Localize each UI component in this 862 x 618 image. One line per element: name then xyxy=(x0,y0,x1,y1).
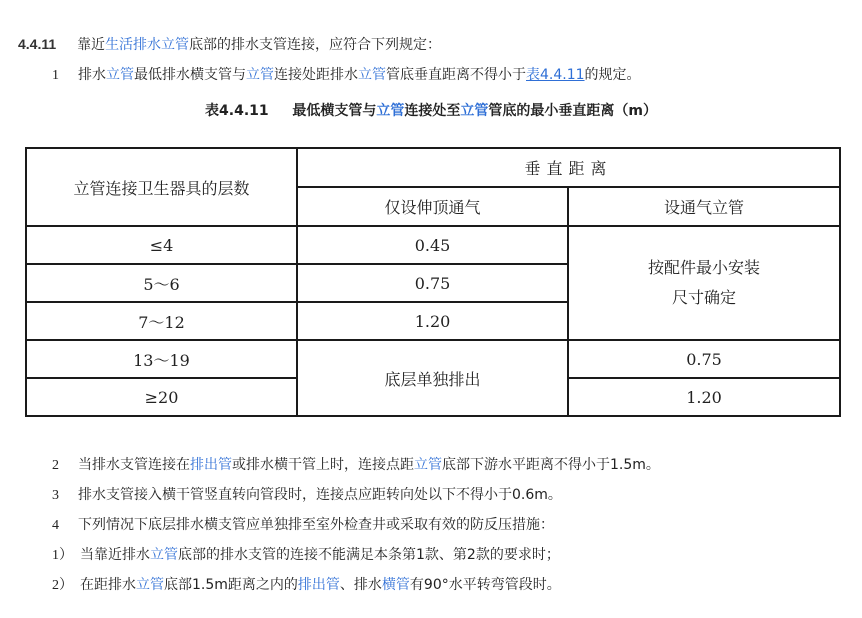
clause-text-after: 底部的排水支管连接，应符合下列规定： xyxy=(189,37,442,53)
item-4-text: 下列情况下底层排水横支管应单独排至室外检查井或采取有效的防反压措施： xyxy=(78,517,554,533)
cell-merged-separate-discharge: 底层单独排出 xyxy=(297,340,568,416)
link-drainage-stack[interactable]: 生活排水立管 xyxy=(105,37,190,53)
item-1-text: 排水 xyxy=(78,67,106,83)
header-top-vent-only: 仅设伸顶通气 xyxy=(297,187,568,226)
sub-item-1 xyxy=(52,545,560,566)
item-1-index: 1 xyxy=(52,68,59,83)
sub-item-2-text: 底部1.5m距离之内的 xyxy=(164,577,298,593)
table-caption-label: 表4.4.11 xyxy=(205,103,269,119)
table-caption-text: 最低横支管与 xyxy=(292,103,377,119)
cell-floors: 5～6 xyxy=(26,264,297,302)
cell-value: 0.75 xyxy=(568,340,840,378)
item-2 xyxy=(52,455,660,476)
sub-item-2-text: 、排水 xyxy=(339,577,382,593)
link-horizontal-pipe[interactable]: 横管 xyxy=(381,577,410,593)
item-1-text: 连接处距排水 xyxy=(274,67,358,83)
item-4 xyxy=(52,515,554,536)
sub-item-2-index: 2） xyxy=(52,578,73,593)
link-table-4-4-11[interactable]: 表4.4.11 xyxy=(526,67,585,83)
item-4-index: 4 xyxy=(52,518,59,533)
cell-floors: 13～19 xyxy=(26,340,297,378)
link-riser[interactable]: 立管 xyxy=(136,577,164,593)
item-2-index: 2 xyxy=(52,458,59,473)
header-vent-stack: 设通气立管 xyxy=(568,187,840,226)
table-caption-text: 管底的最小垂直距离（m） xyxy=(488,103,657,119)
item-3-text: 排水支管接入横干管竖直转向管段时，连接点应距转向处以下不得小于0.6m。 xyxy=(78,487,562,503)
sub-item-2 xyxy=(52,575,561,596)
sub-item-2-text: 在距排水 xyxy=(80,577,136,593)
cell-value: 1.20 xyxy=(568,378,840,416)
cell-merged-line-1: 按配件最小安装 xyxy=(648,258,761,277)
item-1-text: 管底垂直距离不得小于 xyxy=(386,67,526,83)
cell-floors: ≤4 xyxy=(26,226,297,264)
item-2-text: 底部下游水平距离不得小于1.5m。 xyxy=(442,457,660,473)
cell-value: 0.45 xyxy=(297,226,568,264)
header-vertical-distance: 垂直距离 xyxy=(297,148,840,187)
item-1 xyxy=(52,65,641,86)
item-3 xyxy=(52,485,562,506)
table-header-row xyxy=(26,148,840,187)
link-riser[interactable]: 立管 xyxy=(358,67,386,83)
link-outlet-pipe[interactable]: 排出管 xyxy=(190,457,232,473)
cell-floors: 7～12 xyxy=(26,302,297,340)
table-row xyxy=(26,340,840,378)
clause-text-before: 靠近 xyxy=(77,37,106,53)
table-row xyxy=(26,226,840,264)
distance-table xyxy=(25,147,841,417)
link-riser[interactable]: 立管 xyxy=(106,67,134,83)
cell-merged-fitting-size xyxy=(568,226,840,340)
item-2-text: 当排水支管连接在 xyxy=(78,457,190,473)
link-riser[interactable]: 立管 xyxy=(246,67,274,83)
clause-number: 4.4.11 xyxy=(18,36,57,52)
header-floors: 立管连接卫生器具的层数 xyxy=(26,148,297,226)
cell-floors: ≥20 xyxy=(26,378,297,416)
item-2-text: 或排水横干管上时，连接点距 xyxy=(232,457,414,473)
link-riser[interactable]: 立管 xyxy=(414,457,442,473)
link-outlet-pipe[interactable]: 排出管 xyxy=(297,577,340,593)
cell-merged-line-2: 尺寸确定 xyxy=(672,288,737,307)
table-caption xyxy=(0,101,862,121)
item-1-text: 的规定。 xyxy=(584,67,641,83)
link-riser[interactable]: 立管 xyxy=(150,547,178,563)
item-1-text: 最低排水横支管与 xyxy=(134,67,246,83)
sub-item-1-text: 底部的排水支管的连接不能满足本条第1款、第2款的要求时； xyxy=(178,547,560,563)
sub-item-2-text: 有90°水平转弯管段时。 xyxy=(409,577,561,593)
sub-item-1-index: 1） xyxy=(52,548,73,563)
table-caption-text: 连接处至 xyxy=(404,103,461,119)
link-riser[interactable]: 立管 xyxy=(376,103,405,119)
item-3-index: 3 xyxy=(52,488,59,503)
cell-value: 1.20 xyxy=(297,302,568,340)
link-riser[interactable]: 立管 xyxy=(460,103,489,119)
clause-heading xyxy=(18,34,441,55)
cell-value: 0.75 xyxy=(297,264,568,302)
sub-item-1-text: 当靠近排水 xyxy=(80,547,150,563)
